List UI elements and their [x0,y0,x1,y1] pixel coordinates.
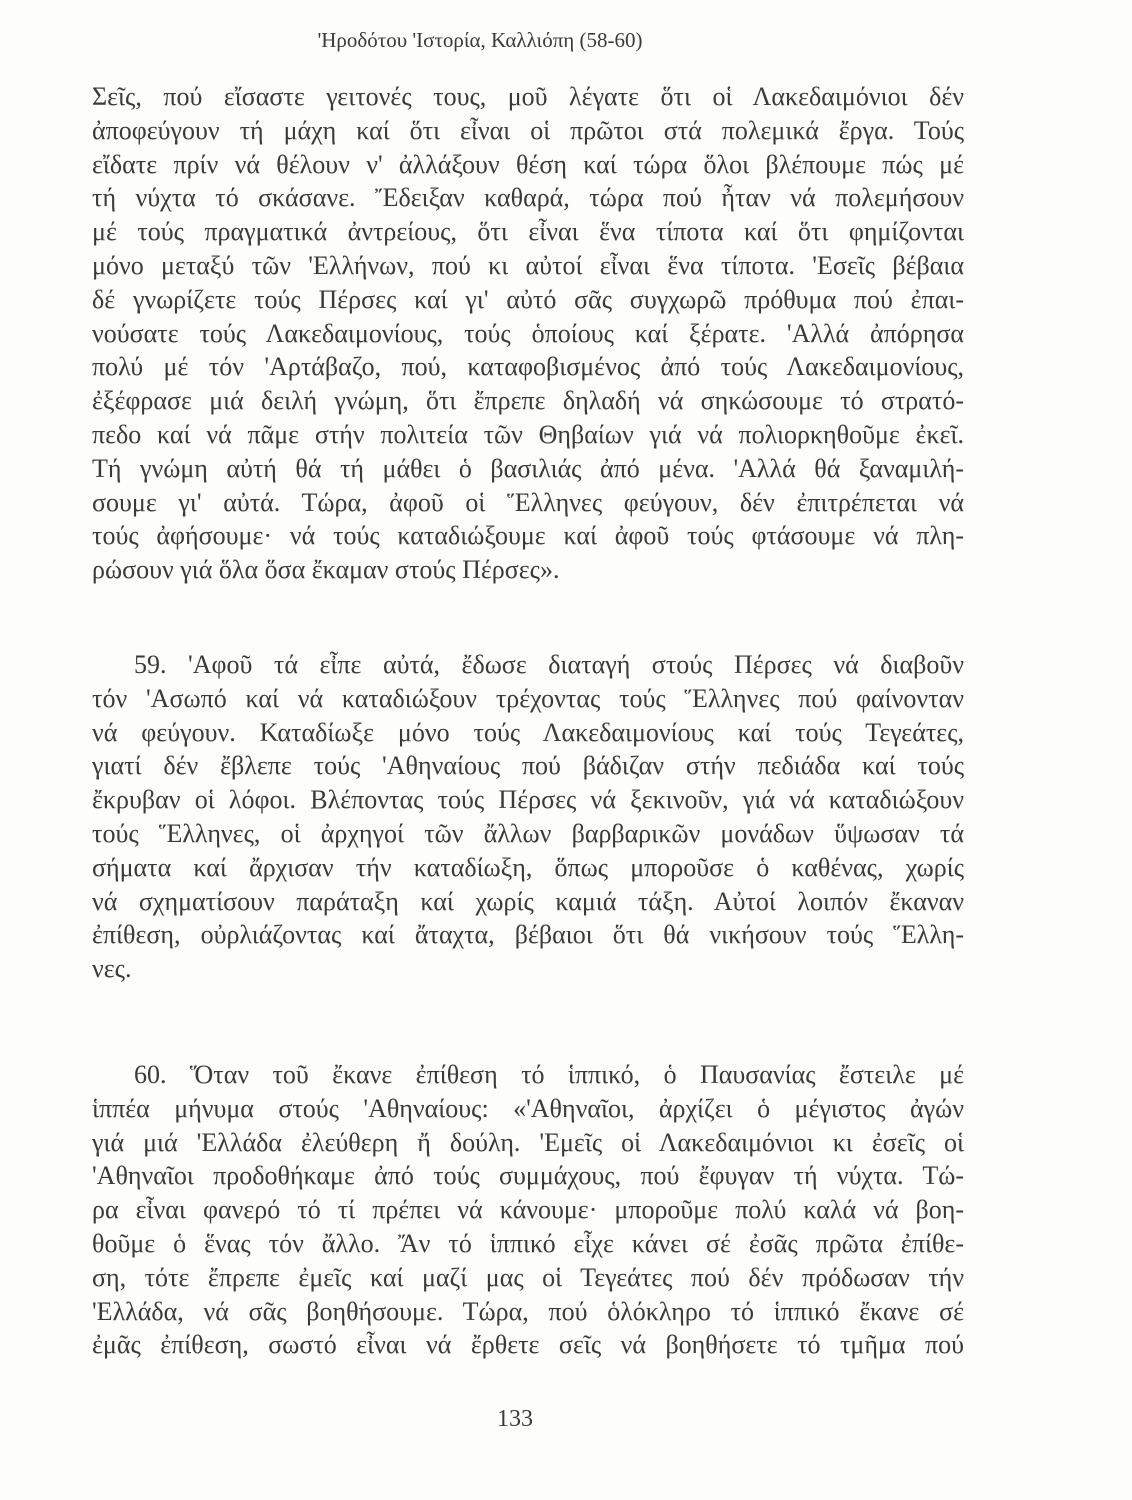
text-line: γιατί δέν ἔβλεπε τούς 'Αθηναίους πού βάδιζαν στήν πεδιάδα καί τούς [92,751,964,781]
text-line: ρα εἶναι φανερό τό τί πρέπει νά κάνουμε· μποροῦμε πολύ καλά νά βοη- [92,1195,964,1225]
text-line: ἔκρυβαν οἱ λόφοι. Βλέποντας τούς Πέρσες νά ξεκινοῦν, γιά νά καταδιώξουν [92,785,964,815]
text-line: μέ τούς πραγματικά ἀντρείους, ὅτι εἶναι ἕνα τίποτα καί ὅτι φημίζονται [92,217,964,247]
text-line: 'Ελλάδα, νά σᾶς βοηθήσουμε. Τώρα, πού ὁλόκληρο τό ἱππικό ἔκανε σέ [92,1296,964,1326]
running-header: 'Ηροδότου 'Ιστορία, Καλλιόπη (58-60) [317,28,643,52]
text-line: ἐξέφρασε μιά δειλή γνώμη, ὅτι ἔπρεπε δηλαδή νά σηκώσουμε τό στρατό- [92,386,964,416]
page-number: 133 [497,1406,533,1432]
text-line: Σεῖς, πού εἴσαστε γειτονές τους, μοῦ λέγατε ὅτι οἱ Λακεδαιμόνιοι δέν [92,82,964,111]
text-line: 59. 'Αφοῦ τά εἶπε αὐτά, ἔδωσε διαταγή στούς Πέρσες νά διαβοῦν [134,650,964,679]
text-line: ἐπίθεση, οὐρλιάζοντας καί ἄταχτα, βέβαιοι ὅτι θά νικήσουν τούς Ἕλλη- [92,920,964,950]
text-line: Τή γνώμη αὐτή θά τή μάθει ὁ βασιλιάς ἀπό μένα. 'Αλλά θά ξαναμιλή- [92,453,964,483]
text-line: ἐμᾶς ἐπίθεση, σωστό εἶναι νά ἔρθετε σεῖς νά βοηθήσετε τό τμῆμα πού [92,1330,964,1360]
text-line: ρώσουν γιά ὅλα ὅσα ἔκαμαν στούς Πέρσες». [92,555,560,585]
text-line: τόν 'Ασωπό καί νά καταδιώξουν τρέχοντας τούς Ἕλληνες πού φαίνονταν [92,683,964,713]
text-line: ἀποφεύγουν τή μάχη καί ὅτι εἶναι οἱ πρῶτοι στά πολεμικά ἔργα. Τούς [92,115,964,145]
text-line: νούσατε τούς Λακεδαιμονίους, τούς ὁποίους καί ξέρατε. 'Αλλά ἀπόρησα [92,318,964,348]
paragraph-58-continuation [92,80,964,587]
text-line: τούς Ἕλληνες, οἱ ἀρχηγοί τῶν ἄλλων βαρβαρικῶν μονάδων ὕψωσαν τά [92,818,964,848]
text-line: τούς ἀφήσουμε· νά τούς καταδιώξουμε καί ἀφοῦ τούς φτάσουμε νά πλη- [92,521,964,551]
text-line: 'Αθηναῖοι προδοθήκαμε ἀπό τούς συμμάχους, πού ἔφυγαν τή νύχτα. Τώ- [92,1161,964,1191]
text-line: νες. [92,954,132,984]
text-line: πολύ μέ τόν 'Αρτάβαζο, πού, καταφοβισμένος ἀπό τούς Λακεδαιμονίους, [92,352,964,382]
text-line: ἱππέα μήνυμα στούς 'Αθηναίους: «'Αθηναῖοι, ἀρχίζει ὁ μέγιστος ἀγών [92,1093,964,1123]
text-line: τή νύχτα τό σκάσανε. Ἔδειξαν καθαρά, τώρα πού ἦταν νά πολεμήσουν [92,183,964,213]
text-line: μόνο μεταξύ τῶν 'Ελλήνων, πού κι αὐτοί εἶναι ἕνα τίποτα. 'Εσεῖς βέβαια [92,250,964,280]
text-line: σουμε γι' αὐτά. Τώρα, ἀφοῦ οἱ Ἕλληνες φεύγουν, δέν ἐπιτρέπεται νά [92,487,964,517]
text-line: νά φεύγουν. Καταδίωξε μόνο τούς Λακεδαιμονίους καί τούς Τεγεάτες, [92,717,964,747]
paragraph-60 [92,1058,964,1362]
text-line: 60. Ὅταν τοῦ ἔκανε ἐπίθεση τό ἱππικό, ὁ Παυσανίας ἔστειλε μέ [134,1060,964,1089]
text-line: ση, τότε ἔπρεπε ἐμεῖς καί μαζί μας οἱ Τεγεάτες πού δέν πρόδωσαν τήν [92,1262,964,1292]
text-line: νά σχηματίσουν παράταξη καί χωρίς καμιά τάξη. Αὐτοί λοιπόν ἔκαναν [92,886,964,916]
text-line: θοῦμε ὁ ἕνας τόν ἄλλο. Ἄν τό ἱππικό εἶχε κάνει σέ ἐσᾶς πρῶτα ἐπίθε- [92,1228,964,1258]
text-line: εἴδατε πρίν νά θέλουν ν' ἀλλάξουν θέση καί τώρα ὅλοι βλέπουμε πώς μέ [92,149,964,179]
paragraph-59 [92,648,964,986]
text-line: σήματα καί ἄρχισαν τήν καταδίωξη, ὅπως μποροῦσε ὁ καθένας, χωρίς [92,852,964,882]
text-line: δέ γνωρίζετε τούς Πέρσες καί γι' αὐτό σᾶς συγχωρῶ πρόθυμα πού ἐπαι- [92,284,964,314]
text-line: πεδο καί νά πᾶμε στήν πολιτεία τῶν Θηβαίων γιά νά πολιορκηθοῦμε ἐκεῖ. [92,419,964,449]
text-line: γιά μιά 'Ελλάδα ἐλεύθερη ἤ δούλη. 'Εμεῖς οἱ Λακεδαιμόνιοι κι ἐσεῖς οἱ [92,1127,964,1157]
